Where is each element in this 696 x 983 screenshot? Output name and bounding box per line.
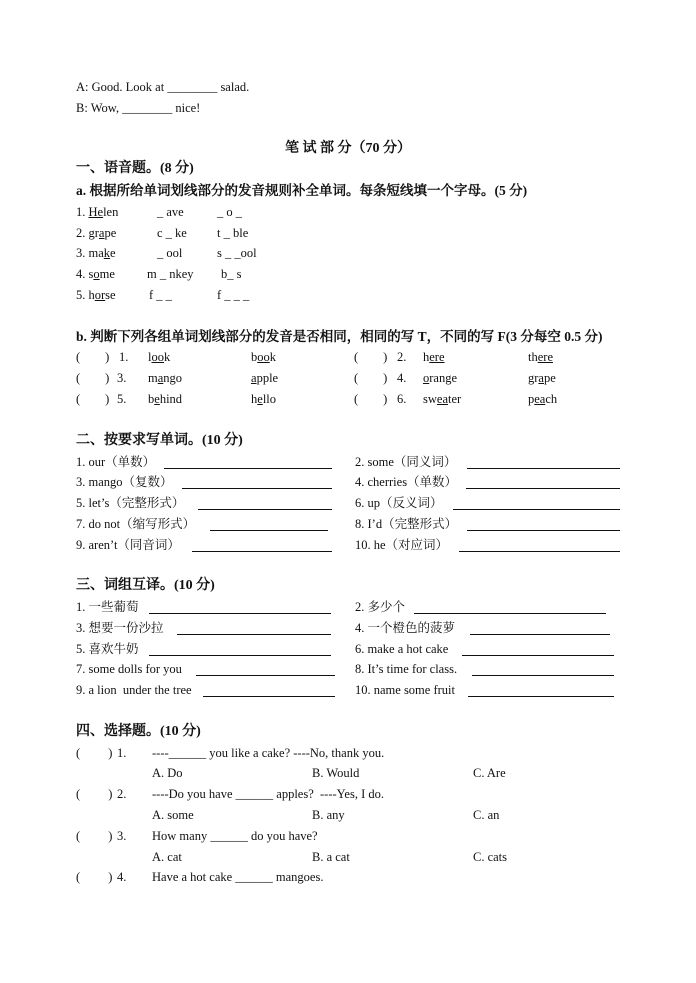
answer-line[interactable] [177,634,331,635]
answer-line[interactable] [196,675,335,676]
prompt-label: 6. up（反义词） [355,496,443,510]
section1a-instruction: a. 根据所给单词划线部分的发音规则补全单词。每条短线填一个字母。(5 分) [76,183,528,198]
section1b-instruction: b. 判断下列各组单词划线部分的发音是否相同，相同的写 T，不同的写 F(3 分每空 0.5 分) [76,329,603,344]
answer-paren[interactable]: ( ) [76,787,113,801]
phrase-label: 6. make a hot cake [355,642,449,656]
prompt-label: 1. our（单数） [76,455,156,469]
answer-line[interactable] [467,530,620,531]
answer-line[interactable] [203,696,335,697]
phrase-label: 10. name some fruit [355,683,455,697]
word-a: behind [148,392,183,406]
answer-line[interactable] [149,613,331,614]
phonics-blank-word[interactable]: _ ave [157,205,184,219]
question-number: 1. [117,746,127,760]
prompt-label: 10. he（对应词） [355,538,449,552]
section4-title: 四、选择题。(10 分) [76,724,201,739]
item-number: 3. [117,371,127,385]
phonics-word: 3. make [76,246,116,260]
question-text: ----______ you like a cake? ----No, thank you. [152,746,385,760]
phonics-blank-word[interactable]: b_ s [221,267,242,281]
dialogue-line-b: B: Wow, ________ nice! [76,101,201,115]
section2-title: 二、按要求写单词。(10 分) [76,433,243,448]
word-a: here [423,350,445,364]
answer-line[interactable] [192,551,332,552]
dialogue-line-a: A: Good. Look at ________ salad. [76,80,250,94]
answer-paren[interactable]: ( ) [76,392,110,406]
option-b[interactable]: B. a cat [312,850,350,864]
option-a[interactable]: A. some [152,808,194,822]
word-a: sweater [423,392,462,406]
phonics-word: 5. horse [76,288,116,302]
item-number: 4. [397,371,407,385]
phrase-label: 8. It’s time for class. [355,662,458,676]
phrase-label: 4. 一个橙色的菠萝 [355,621,456,635]
word-b: grape [528,371,556,385]
answer-line[interactable] [198,509,332,510]
phonics-word: 4. some [76,267,115,281]
word-b: there [528,350,553,364]
answer-paren[interactable]: ( ) [76,746,113,760]
prompt-label: 8. I’d（完整形式） [355,517,458,531]
answer-line[interactable] [414,613,606,614]
option-b[interactable]: B. Would [312,766,360,780]
word-a: look [148,350,171,364]
word-b: peach [528,392,558,406]
word-a: mango [148,371,183,385]
phonics-word: 2. grape [76,226,117,240]
phrase-label: 9. a lion under the tree [76,683,192,697]
answer-line[interactable] [453,509,620,510]
item-number: 6. [397,392,407,406]
word-b: book [251,350,276,364]
phonics-blank-word[interactable]: t _ ble [217,226,249,240]
option-a[interactable]: A. Do [152,766,183,780]
answer-line[interactable] [472,675,614,676]
question-text: ----Do you have ______ apples? ----Yes, I do. [152,787,385,801]
word-b: hello [251,392,277,406]
question-text: Have a hot cake ______ mangoes. [152,870,324,884]
option-a[interactable]: A. cat [152,850,182,864]
prompt-label: 9. aren’t（同音词） [76,538,180,552]
prompt-label: 5. let’s（完整形式） [76,496,185,510]
phrase-label: 5. 喜欢牛奶 [76,642,139,656]
phonics-blank-word[interactable]: f _ _ _ [217,288,250,302]
option-c[interactable]: C. Are [473,766,506,780]
prompt-label: 2. some（同义词） [355,455,457,469]
answer-line[interactable] [149,655,331,656]
word-b: apple [251,371,279,385]
item-number: 1. [119,350,129,364]
phonics-blank-word[interactable]: c _ ke [157,226,187,240]
phrase-label: 1. 一些葡萄 [76,600,139,614]
written-part-title: 笔 试 部 分（70 分） [285,141,411,156]
answer-paren[interactable]: ( ) [76,829,113,843]
answer-line[interactable] [182,488,332,489]
item-number: 2. [397,350,407,364]
question-text: How many ______ do you have? [152,829,318,843]
answer-paren[interactable]: ( ) [354,350,388,364]
prompt-label: 7. do not（缩写形式） [76,517,196,531]
answer-line[interactable] [466,488,620,489]
section1-title: 一、语音题。(8 分) [76,161,194,176]
option-c[interactable]: C. cats [473,850,508,864]
phonics-blank-word[interactable]: _ o _ [217,205,242,219]
phonics-blank-word[interactable]: m _ nkey [147,267,194,281]
answer-line[interactable] [164,468,332,469]
question-number: 2. [117,787,127,801]
phonics-blank-word[interactable]: _ ool [157,246,183,260]
answer-paren[interactable]: ( ) [76,870,113,884]
prompt-label: 3. mango（复数） [76,475,173,489]
answer-paren[interactable]: ( ) [76,350,110,364]
phrase-label: 7. some dolls for you [76,662,182,676]
phonics-blank-word[interactable]: s _ _ool [217,246,257,260]
answer-line[interactable] [470,634,610,635]
question-number: 3. [117,829,127,843]
phrase-label: 3. 想要一份沙拉 [76,621,164,635]
answer-paren[interactable]: ( ) [354,392,388,406]
answer-paren[interactable]: ( ) [76,371,110,385]
answer-line[interactable] [210,530,328,531]
phonics-word: 1. Helen [76,205,119,219]
section3-title: 三、词组互译。(10 分) [76,578,215,593]
phonics-blank-word[interactable]: f _ _ [149,288,172,302]
option-c[interactable]: C. an [473,808,500,822]
word-a: orange [423,371,458,385]
answer-line[interactable] [459,551,620,552]
answer-line[interactable] [462,655,614,656]
option-b[interactable]: B. any [312,808,345,822]
item-number: 5. [117,392,127,406]
question-number: 4. [117,870,127,884]
phrase-label: 2. 多少个 [355,600,406,614]
answer-line[interactable] [468,696,614,697]
prompt-label: 4. cherries（单数） [355,475,458,489]
answer-line[interactable] [467,468,620,469]
answer-paren[interactable]: ( ) [354,371,388,385]
